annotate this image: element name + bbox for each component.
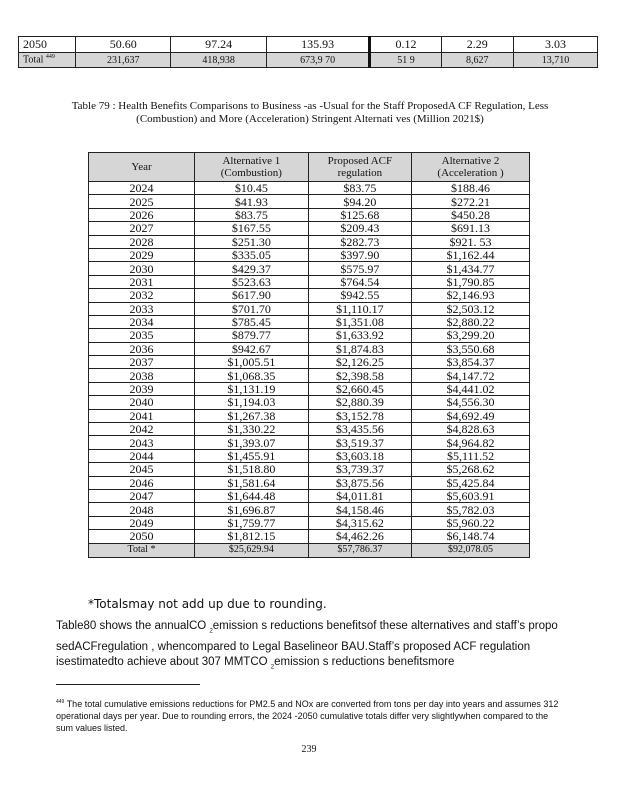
alternative-1-cell: $335.05	[195, 248, 309, 261]
paragraph-subscript-1: 2	[209, 628, 213, 635]
alternative-1-cell: $1,696.87	[195, 503, 309, 516]
year-cell: 2050	[89, 530, 195, 543]
alternative-2-cell: $1,434.77	[412, 262, 530, 275]
table-total-row	[89, 543, 530, 557]
carryover-row	[19, 37, 598, 53]
year-cell: 2024	[89, 182, 195, 195]
table-header-row	[89, 153, 530, 182]
alternative-1-cell: $83.75	[195, 208, 309, 221]
year-cell: 2046	[89, 476, 195, 489]
alternative-1-cell: $942.67	[195, 342, 309, 355]
carryover-label	[19, 53, 76, 68]
footnote-text: The total cumulative emissions reductions for PM2.5 and NOx are converted from tons per day into years and assumes 312 operational days per year. Due to rounding errors, the 2024 -2050 cumulative totals differ very slightlywhen compared to the sum values listed.	[56, 699, 559, 733]
year-cell: 2039	[89, 382, 195, 395]
carryover-cell: 3.03	[514, 37, 598, 53]
header-alternative-1: Alternative 1 (Combustion)	[195, 153, 309, 182]
carryover-total-row	[19, 53, 598, 68]
alternative-1-cell: $785.45	[195, 315, 309, 328]
header-year: Year	[89, 153, 195, 182]
alternative-2-cell: $5,425.84	[412, 476, 530, 489]
alternative-2-cell: $1,790.85	[412, 275, 530, 288]
year-cell: 2042	[89, 423, 195, 436]
alternative-1-cell: $701.70	[195, 302, 309, 315]
alternative-1-cell: $1,393.07	[195, 436, 309, 449]
alternative-2-cell: $450.28	[412, 208, 530, 221]
table-row	[89, 182, 530, 195]
total-cell: $92,078.05	[412, 543, 530, 557]
year-cell: 2031	[89, 275, 195, 288]
table-row	[89, 369, 530, 382]
footnote	[56, 696, 566, 734]
total-cell: $57,786.37	[308, 543, 411, 557]
alternative-2-cell: $4,692.49	[412, 409, 530, 422]
proposed-acf-cell: $1,633.92	[308, 329, 411, 342]
carryover-label-text: 2050	[23, 37, 47, 51]
proposed-acf-cell: $3,739.37	[308, 463, 411, 476]
page-number: 239	[301, 744, 317, 755]
alternative-1-cell: $1,644.48	[195, 489, 309, 502]
year-cell: 2047	[89, 489, 195, 502]
paragraph-part-1: Table80 shows the annualCO	[56, 620, 210, 632]
alternative-2-cell: $5,268.62	[412, 463, 530, 476]
paragraph-part-2: emission s reductions benefitsof these alternatives and staff’s propo sedACFregulation , whencompared to Legal Baselineor BAU.Staff’s proposed ACF regulation isestimatedto achieve about 307 MMTCO	[56, 620, 558, 669]
alternative-2-cell: $4,964.82	[412, 436, 530, 449]
body-paragraph	[56, 619, 566, 676]
alternative-1-cell: $1,068.35	[195, 369, 309, 382]
proposed-acf-cell: $2,126.25	[308, 356, 411, 369]
proposed-acf-cell: $125.68	[308, 208, 411, 221]
table-row	[89, 195, 530, 208]
table-row	[89, 516, 530, 529]
proposed-acf-cell: $4,158.46	[308, 503, 411, 516]
alternative-2-cell: $2,880.22	[412, 315, 530, 328]
carryover-label-text: Total	[23, 54, 44, 66]
alternative-2-cell: $3,550.68	[412, 342, 530, 355]
alternative-1-cell: $879.77	[195, 329, 309, 342]
table-row	[89, 315, 530, 328]
footnote-marker: 449	[56, 699, 65, 705]
proposed-acf-cell: $3,875.56	[308, 476, 411, 489]
footnote-divider	[56, 684, 200, 685]
carryover-cell: 13,710	[514, 53, 598, 68]
alternative-2-cell: $272.21	[412, 195, 530, 208]
alternative-2-cell: $4,441.02	[412, 382, 530, 395]
proposed-acf-cell: $4,011.81	[308, 489, 411, 502]
year-cell: 2025	[89, 195, 195, 208]
proposed-acf-cell: $83.75	[308, 182, 411, 195]
proposed-acf-cell: $397.90	[308, 248, 411, 261]
carryover-cell: 2.29	[441, 37, 513, 53]
alternative-1-cell: $1,330.22	[195, 423, 309, 436]
carryover-cell: 231,637	[76, 53, 171, 68]
carryover-label	[19, 37, 76, 53]
alternative-1-cell: $1,005.51	[195, 356, 309, 369]
year-cell: 2041	[89, 409, 195, 422]
table-row	[89, 409, 530, 422]
alternative-2-cell: $2,503.12	[412, 302, 530, 315]
proposed-acf-cell: $1,110.17	[308, 302, 411, 315]
carryover-cell: 673,9 70	[266, 53, 369, 68]
proposed-acf-cell: $4,315.62	[308, 516, 411, 529]
paragraph-subscript-2: 2	[270, 664, 275, 671]
table-row	[89, 489, 530, 502]
year-cell: 2045	[89, 463, 195, 476]
alternative-1-cell: $1,194.03	[195, 396, 309, 409]
proposed-acf-cell: $1,874.83	[308, 342, 411, 355]
health-benefits-table	[88, 152, 530, 558]
alternative-2-cell: $4,828.63	[412, 423, 530, 436]
alternative-1-cell: $41.93	[195, 195, 309, 208]
alternative-1-cell: $1,759.77	[195, 516, 309, 529]
alternative-1-cell: $1,455.91	[195, 449, 309, 462]
table-row	[89, 275, 530, 288]
proposed-acf-cell: $94.20	[308, 195, 411, 208]
rounding-note: *Totalsmay not add up due to rounding.	[88, 597, 327, 611]
alternative-1-cell: $617.90	[195, 289, 309, 302]
alternative-1-cell: $1,131.19	[195, 382, 309, 395]
carryover-cell: 8,627	[441, 53, 513, 68]
year-cell: 2035	[89, 329, 195, 342]
year-cell: 2030	[89, 262, 195, 275]
alternative-2-cell: $5,960.22	[412, 516, 530, 529]
table-row	[89, 382, 530, 395]
year-cell: 2028	[89, 235, 195, 248]
alternative-2-cell: $1,162.44	[412, 248, 530, 261]
alternative-2-cell: $4,147.72	[412, 369, 530, 382]
table-row	[89, 302, 530, 315]
proposed-acf-cell: $3,519.37	[308, 436, 411, 449]
year-cell: 2033	[89, 302, 195, 315]
table-row	[89, 208, 530, 221]
carryover-cell: 418,938	[171, 53, 266, 68]
alternative-2-cell: $188.46	[412, 182, 530, 195]
year-cell: 2048	[89, 503, 195, 516]
year-cell: 2049	[89, 516, 195, 529]
carryover-table	[18, 36, 598, 68]
alternative-1-cell: $167.55	[195, 222, 309, 235]
proposed-acf-cell: $282.73	[308, 235, 411, 248]
table-row	[89, 235, 530, 248]
table-row	[89, 342, 530, 355]
table-row	[89, 503, 530, 516]
proposed-acf-cell: $3,435.56	[308, 423, 411, 436]
alternative-1-cell: $523.63	[195, 275, 309, 288]
table-row	[89, 436, 530, 449]
alternative-2-cell: $5,603.91	[412, 489, 530, 502]
header-proposed-acf: Proposed ACF regulation	[308, 153, 411, 182]
table-row	[89, 248, 530, 261]
year-cell: 2038	[89, 369, 195, 382]
alternative-1-cell: $1,518.80	[195, 463, 309, 476]
alternative-1-cell: $1,812.15	[195, 530, 309, 543]
table-row	[89, 530, 530, 543]
proposed-acf-cell: $764.54	[308, 275, 411, 288]
proposed-acf-cell: $209.43	[308, 222, 411, 235]
paragraph-part-3: emission s reductions benefitsmore	[274, 656, 455, 669]
year-cell: 2043	[89, 436, 195, 449]
proposed-acf-cell: $575.97	[308, 262, 411, 275]
proposed-acf-cell: $3,152.78	[308, 409, 411, 422]
proposed-acf-cell: $2,660.45	[308, 382, 411, 395]
total-cell: $25,629.94	[195, 543, 309, 557]
year-cell: 2034	[89, 315, 195, 328]
table-row	[89, 449, 530, 462]
alternative-2-cell: $5,111.52	[412, 449, 530, 462]
carryover-cell: 51 9	[370, 53, 441, 68]
table-caption: Table 79 : Health Benefits Comparisons to Business -as -Usual for the Staff ProposedA CF Regulation, Less (Combustion) and More (Acceleration) Stringent Alternati ves (Million 2021$)	[71, 100, 549, 125]
carryover-cell: 50.60	[76, 37, 171, 53]
table-row	[89, 356, 530, 369]
alternative-2-cell: $6,148.74	[412, 530, 530, 543]
carryover-cell: 135.93	[266, 37, 369, 53]
alternative-2-cell: $3,854.37	[412, 356, 530, 369]
alternative-2-cell: $2,146.93	[412, 289, 530, 302]
year-cell: 2040	[89, 396, 195, 409]
proposed-acf-cell: $3,603.18	[308, 449, 411, 462]
alternative-2-cell: $3,299.20	[412, 329, 530, 342]
year-cell: 2036	[89, 342, 195, 355]
alternative-2-cell: $4,556.30	[412, 396, 530, 409]
year-cell: 2026	[89, 208, 195, 221]
table-row	[89, 463, 530, 476]
table-row	[89, 476, 530, 489]
year-cell: 2044	[89, 449, 195, 462]
alternative-2-cell: $921. 53	[412, 235, 530, 248]
proposed-acf-cell: $2,398.58	[308, 369, 411, 382]
year-cell: 2037	[89, 356, 195, 369]
alternative-1-cell: $429.37	[195, 262, 309, 275]
alternative-1-cell: $1,581.64	[195, 476, 309, 489]
table-row	[89, 329, 530, 342]
carryover-cell: 0.12	[370, 37, 441, 53]
carryover-footnote-marker: 449	[45, 54, 55, 61]
carryover-cell: 97.24	[171, 37, 266, 53]
table-row	[89, 222, 530, 235]
proposed-acf-cell: $4,462.26	[308, 530, 411, 543]
year-cell: 2032	[89, 289, 195, 302]
year-cell: 2029	[89, 248, 195, 261]
year-cell: 2027	[89, 222, 195, 235]
alternative-2-cell: $691.13	[412, 222, 530, 235]
alternative-1-cell: $10.45	[195, 182, 309, 195]
table-row	[89, 396, 530, 409]
header-alternative-2: Alternative 2 (Acceleration )	[412, 153, 530, 182]
alternative-1-cell: $251.30	[195, 235, 309, 248]
table-row	[89, 262, 530, 275]
proposed-acf-cell: $1,351.08	[308, 315, 411, 328]
alternative-1-cell: $1,267.38	[195, 409, 309, 422]
table-row	[89, 423, 530, 436]
alternative-2-cell: $5,782.03	[412, 503, 530, 516]
proposed-acf-cell: $2,880.39	[308, 396, 411, 409]
total-label: Total *	[89, 543, 195, 557]
table-row	[89, 289, 530, 302]
proposed-acf-cell: $942.55	[308, 289, 411, 302]
